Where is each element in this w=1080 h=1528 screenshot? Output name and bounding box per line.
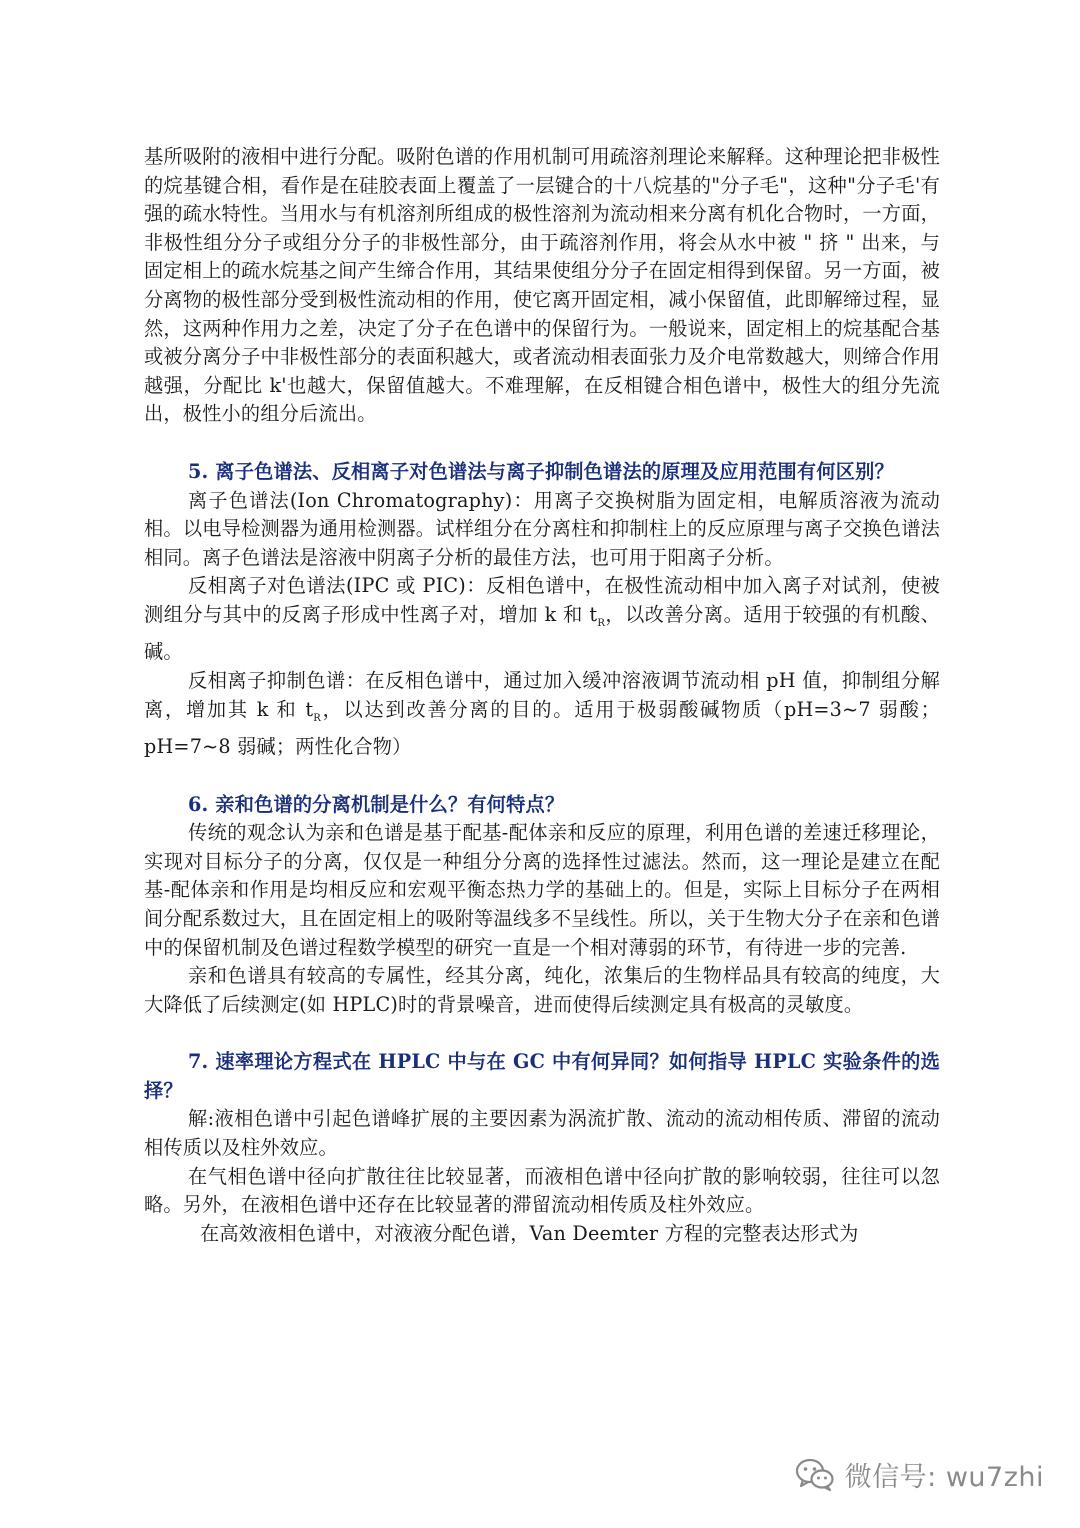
section5-paragraph-2: 反相离子对色谱法(IPC 或 PIC)：反相色谱中，在极性流动相中加入离子对试剂，使被测组分与其中的反离子形成中性离子对，增加 k 和 $t_R$，以改善分离。适用于较强的有机酸、碱。 (144, 574, 940, 664)
section6-heading: 6. 亲和色谱的分离机制是什么？有何特点？ (188, 792, 565, 816)
section5-heading: 5. 离子色谱法、反相离子对色谱法与离子抑制色谱法的原理及应用范围有何区别？ (188, 459, 894, 483)
section6-paragraph-2: 亲和色谱具有较高的专属性，经其分离，纯化，浓集后的生物样品具有较高的纯度，大大降低了后续测定(如 HPLC)时的背景噪音，进而使得后续测定具有极高的灵敏度。 (144, 964, 940, 1016)
wechat-watermark (795, 1455, 1044, 1494)
document-page (144, 143, 940, 1248)
section7-heading: 7. 速率理论方程式在 HPLC 中与在 GC 中有何异同？如何指导 HPLC 实验条件的选择？ (144, 1050, 940, 1102)
spacer (144, 762, 940, 791)
section5-paragraph-1: 离子色谱法(Ion Chromatography)：用离子交换树脂为固定相，电解质溶液为流动相。以电导检测器为通用检测器。试样组分在分离柱和抑制柱上的反应原理与离子交换色谱法相同。离子色谱法是溶液中阴离子分析的最佳方法，也可用于阳离子分析。 (144, 488, 940, 569)
section7-paragraph-3: 在高效液相色谱中，对液液分配色谱，Van Deemter 方程的完整表达形式为 (200, 1221, 859, 1245)
section7-paragraph-2: 在气相色谱中径向扩散往往比较显著，而液相色谱中径向扩散的影响较弱，往往可以忽略。另外，在液相色谱中还存在比较显著的滞留流动相传质及柱外效应。 (144, 1164, 940, 1217)
section7-paragraph-1: 解:液相色谱中引起色谱峰扩展的主要因素为涡流扩散、流动的流动相传质、滞留的流动相传质以及柱外效应。 (144, 1107, 940, 1160)
watermark-text: 微信号: wu7zhi (844, 1462, 1044, 1493)
spacer (144, 1019, 940, 1048)
intro-paragraph: 基所吸附的液相中进行分配。吸附色谱的作用机制可用疏溶剂理论来解释。这种理论把非极性的烷基键合相，看作是在硅胶表面上覆盖了一层键合的十八烷基的"分子毛"，这种"分子毛'有强的疏水特性。当用水与有机溶剂所组成的极性溶剂为流动相来分离有机化合物时，一方面，非极性组分分子或组分分子的非极性部分，由于疏溶剂作用，将会从水中被 " 挤 " 出来，与固定相上的疏水烷基之间产生缔合作用，其结果使组分分子在固定相得到保留。另一方面，被分离物的极性部分受到极性流动相的作用，使它离开固定相，减小保留值，此即解缔过程，显然，这两种作用力之差，决定了分子在色谱中的保留行为。一般说来，固定相上的烷基配合基或被分离分子中非极性部分的表面积越大，或者流动相表面张力及介电常数越大，则缔合作用越强，分配比 k'也越大，保留值越大。不难理解，在反相键合相色谱中，极性大的组分先流出，极性小的组分后流出。 (144, 145, 940, 426)
section6-paragraph-1: 传统的观念认为亲和色谱是基于配基-配体亲和反应的原理，利用色谱的差速迁移理论，实现对目标分子的分离，仅仅是一种组分分离的选择性过滤法。然而，这一理论是建立在配基-配体亲和作用是均相反应和宏观平衡态热力学的基础上的。但是，实际上目标分子在两相间分配系数过大，且在固定相上的吸附等温线多不呈线性。所以，关于生物大分子在亲和色谱中的保留机制及色谱过程数学模型的研究一直是一个相对薄弱的环节，有待进一步的完善. (144, 821, 940, 959)
section5-paragraph-3: 反相离子抑制色谱：在反相色谱中，通过加入缓冲溶液调节流动相 pH 值，抑制组分解离，增加其 k 和 $t_R$，以达到改善分离的目的。适用于极弱酸碱物质（pH=3~7 弱酸；pH=7~8 弱碱；两性化合物） (144, 668, 940, 758)
wechat-icon (795, 1458, 835, 1492)
spacer (144, 429, 940, 458)
